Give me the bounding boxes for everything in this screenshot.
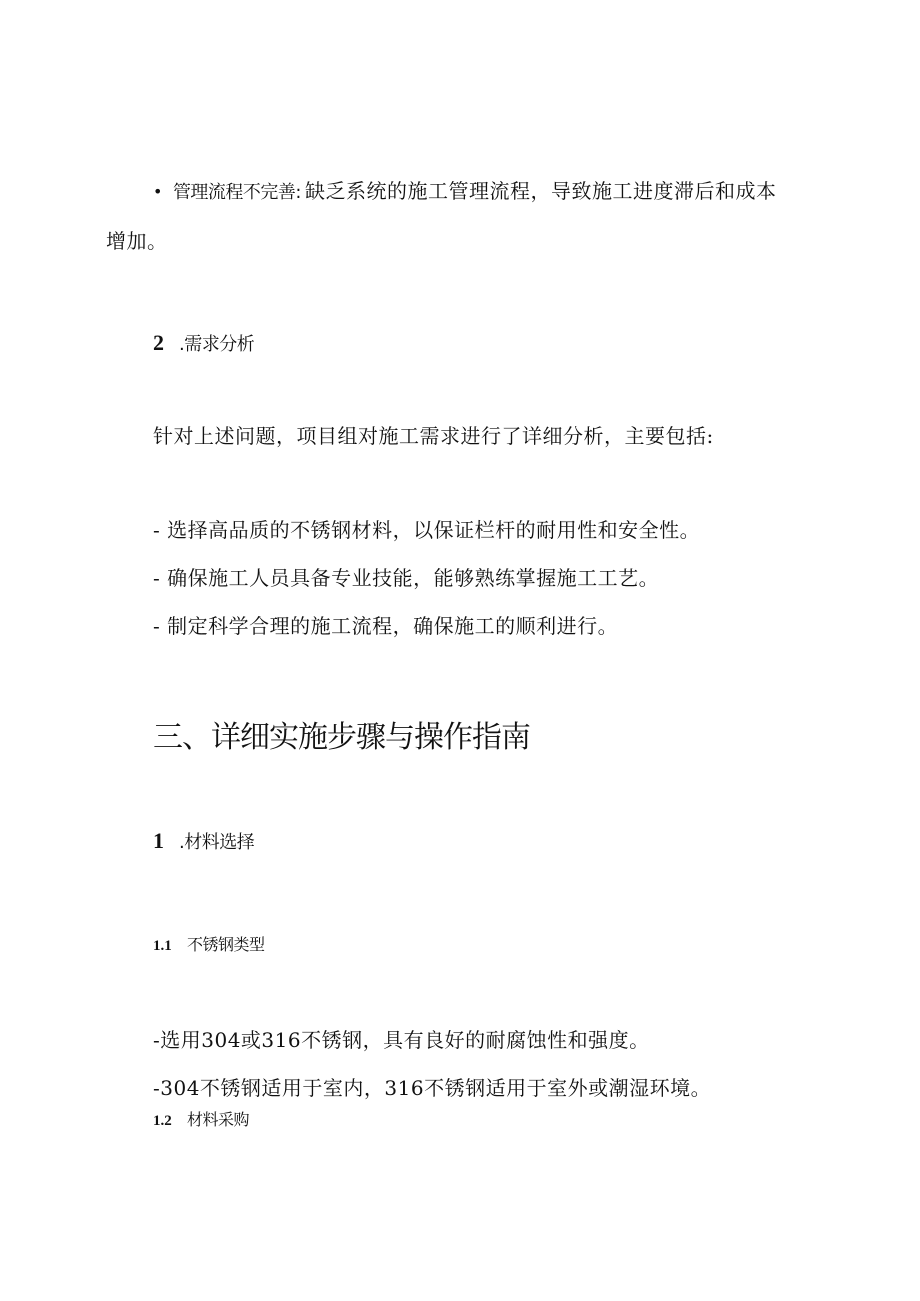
requirement-item: - 确保施工人员具备专业技能，能够熟练掌握施工工艺。: [153, 566, 660, 590]
section-number: 1: [153, 828, 164, 853]
section-heading-1: [153, 828, 254, 854]
bullet-marker: •: [153, 182, 163, 201]
subsection-title: 不锈钢类型: [187, 935, 265, 954]
section-title: .需求分析: [179, 334, 255, 355]
subsection-heading-1-2: [153, 1107, 249, 1130]
requirement-item: - 选择高品质的不锈钢材料，以保证栏杆的耐用性和安全性。: [153, 518, 701, 542]
subsection-title: 材料采购: [187, 1110, 250, 1129]
chapter-heading: 三、详细实施步骤与操作指南: [153, 720, 530, 755]
section-heading-2: [153, 330, 254, 356]
requirement-item: - 制定科学合理的施工流程，确保施工的顺利进行。: [153, 614, 619, 638]
subsection-number: 1.2: [153, 1113, 172, 1129]
section-title: .材料选择: [179, 832, 255, 853]
subsection-number: 1.1: [153, 938, 172, 954]
intro-paragraph: 针对上述问题，项目组对施工需求进行了详细分析，主要包括:: [153, 424, 714, 448]
paragraph-steel-type: -选用304或316不锈钢，具有良好的耐腐蚀性和强度。: [153, 1028, 650, 1052]
bullet-text: 缺乏系统的施工管理流程，导致施工进度滞后和成本: [305, 179, 777, 203]
bullet-label: 管理流程不完善:: [172, 182, 302, 203]
section-number: 2: [153, 330, 164, 355]
subsection-heading-1-1: [153, 932, 265, 955]
bullet-continuation: 增加。: [106, 229, 168, 253]
bullet-item: [153, 178, 777, 206]
paragraph-steel-usage: -304不锈钢适用于室内，316不锈钢适用于室外或潮湿环境。: [153, 1076, 712, 1100]
